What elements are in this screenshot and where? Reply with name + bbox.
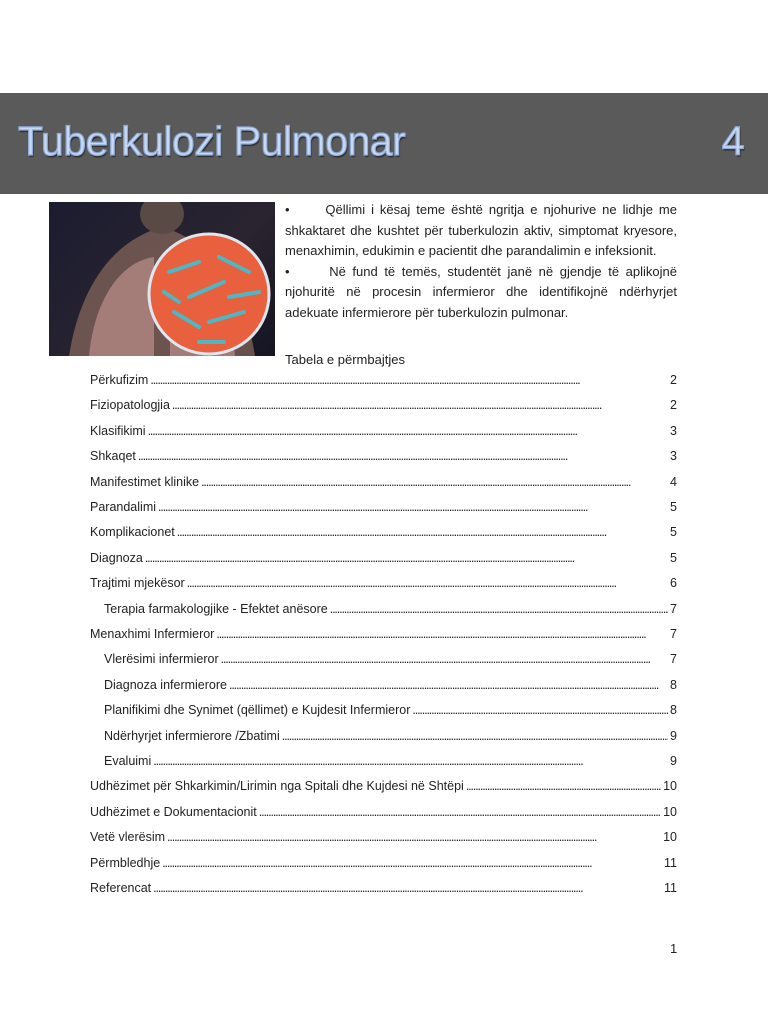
- toc-leader-dots: [153, 754, 668, 768]
- toc-entry[interactable]: [90, 576, 677, 590]
- toc-leader-dots: [330, 602, 668, 616]
- toc-leader-dots: [148, 424, 668, 438]
- toc-leader-dots: [412, 703, 668, 717]
- toc-entry-page: 9: [670, 728, 677, 743]
- toc-entry[interactable]: [90, 373, 677, 387]
- toc-entry-page: 2: [670, 373, 677, 387]
- toc-leader-dots: [162, 856, 662, 870]
- toc-entry-label: Vlerësimi infermieror: [104, 652, 219, 667]
- toc-entry-label: Vetë vlerësim: [90, 830, 166, 845]
- toc-leader-dots: [145, 551, 668, 565]
- toc-leader-dots: [138, 449, 668, 463]
- toc-entry-page: 7: [670, 652, 677, 667]
- toc-entry[interactable]: [90, 398, 677, 412]
- toc-leader-dots: [172, 398, 668, 412]
- toc-entry-label: Udhëzimet e Dokumentacionit: [90, 804, 257, 819]
- toc-leader-dots: [201, 475, 668, 489]
- toc-entry-label: Komplikacionet: [90, 525, 175, 540]
- toc-entry-page: 6: [670, 576, 677, 591]
- toc-leader-dots: [216, 627, 668, 641]
- toc-entry-label: Përmbledhje: [90, 855, 161, 870]
- toc-entry-page: 3: [670, 423, 677, 438]
- chapter-number: 4: [721, 118, 744, 164]
- toc-entry-page: 8: [670, 703, 677, 718]
- toc-entry-label: Manifestimet klinike: [90, 474, 200, 489]
- objective-bullet: • Në fund të temës, studentët janë në gjendje të aplikojnë njohuritë në procesin infermieror dhe identifikojnë ndërhyrjet adekuate infermierore për tuberkulozin pulmonar.: [285, 263, 677, 320]
- lungs-bacteria-illustration: [49, 202, 275, 356]
- toc-entry-page: 10: [663, 779, 677, 794]
- toc-entry[interactable]: [104, 678, 677, 692]
- toc-entry-page: 7: [670, 601, 677, 616]
- toc-entry-page: 3: [670, 449, 677, 464]
- toc-entry-page: 9: [670, 754, 677, 768]
- toc-entry[interactable]: [90, 856, 677, 870]
- toc-entry-label: Trajtimi mjekësor: [90, 576, 185, 591]
- toc-entry-label: Klasifikimi: [90, 423, 146, 438]
- toc-entry-label: Terapia farmakologjike - Efektet anësore: [104, 601, 328, 616]
- toc-leader-dots: [167, 830, 661, 844]
- toc-leader-dots: [466, 779, 661, 793]
- toc-leader-dots: [282, 729, 668, 743]
- toc-entry-page: 2: [670, 398, 677, 413]
- toc-entry[interactable]: [90, 525, 677, 539]
- toc-leader-dots: [187, 576, 668, 590]
- toc-entry-page: 5: [670, 550, 677, 565]
- objective-bullet: • Qëllimi i kësaj teme është ngritja e njohurive ne lidhje me shkaktaret dhe kushtet për tuberkulozin aktiv, simptomat kryesore, menaxhimin, edukimin e pacientit dhe parandalimin e infeksionit.: [285, 202, 677, 258]
- toc-entry[interactable]: [90, 449, 677, 463]
- toc-entry-label: Diagnoza: [90, 550, 143, 565]
- chapter-objectives: [285, 200, 677, 323]
- toc-entry[interactable]: [90, 805, 677, 819]
- toc-entry-page: 10: [663, 830, 677, 845]
- toc-entry-page: 5: [670, 525, 677, 540]
- toc-entry[interactable]: [104, 652, 677, 666]
- toc-entry[interactable]: [104, 754, 677, 768]
- toc-entry[interactable]: [104, 602, 677, 616]
- toc-entry[interactable]: [90, 500, 677, 514]
- toc-leader-dots: [150, 373, 668, 387]
- toc-entry-page: 4: [670, 474, 677, 489]
- toc-entry-label: Përkufizim: [90, 373, 149, 387]
- toc-leader-dots: [229, 678, 668, 692]
- page-number: 1: [670, 941, 678, 956]
- toc-leader-dots: [158, 500, 668, 514]
- toc-entry-label: Planifikimi dhe Synimet (qëllimet) e Kujdesit Infermieror: [104, 703, 411, 718]
- toc-entry[interactable]: [90, 830, 677, 844]
- toc-entry[interactable]: [104, 729, 677, 743]
- toc-entry[interactable]: [90, 424, 677, 438]
- toc-entry[interactable]: [90, 779, 677, 793]
- toc-entry-label: Referencat: [90, 881, 152, 895]
- toc-entry-page: 5: [670, 500, 677, 514]
- chapter-title: Tuberkulozi Pulmonar: [18, 118, 406, 164]
- toc-entry-label: Shkaqet: [90, 449, 136, 464]
- toc-entry-label: Ndërhyrjet infermierore /Zbatimi: [104, 728, 280, 743]
- toc-entry-page: 11: [664, 881, 677, 895]
- toc-entry[interactable]: [90, 551, 677, 565]
- toc-entry-page: 11: [664, 855, 677, 870]
- toc-entry[interactable]: [90, 881, 677, 895]
- toc-entry-label: Parandalimi: [90, 500, 157, 514]
- toc-entry-label: Diagnoza infermierore: [104, 677, 227, 692]
- toc-entry-page: 7: [670, 627, 677, 641]
- toc-leader-dots: [221, 652, 668, 666]
- toc-heading: Tabela e përmbajtjes: [285, 352, 405, 367]
- toc-entry-page: 8: [670, 677, 677, 692]
- toc-leader-dots: [259, 805, 661, 819]
- toc-entry[interactable]: [90, 475, 677, 489]
- toc-entry-label: Udhëzimet për Shkarkimin/Lirimin nga Spitali dhe Kujdesi në Shtëpi: [90, 779, 464, 794]
- toc-entry-page: 10: [663, 804, 677, 819]
- toc-entry-label: Fiziopatologjia: [90, 398, 170, 413]
- toc-leader-dots: [177, 525, 668, 539]
- toc-entry-label: Evaluimi: [104, 754, 152, 768]
- toc-entry[interactable]: [90, 627, 677, 641]
- toc-leader-dots: [153, 881, 662, 895]
- toc-entry[interactable]: [104, 703, 677, 717]
- toc-entry-label: Menaxhimi Infermieror: [90, 627, 215, 641]
